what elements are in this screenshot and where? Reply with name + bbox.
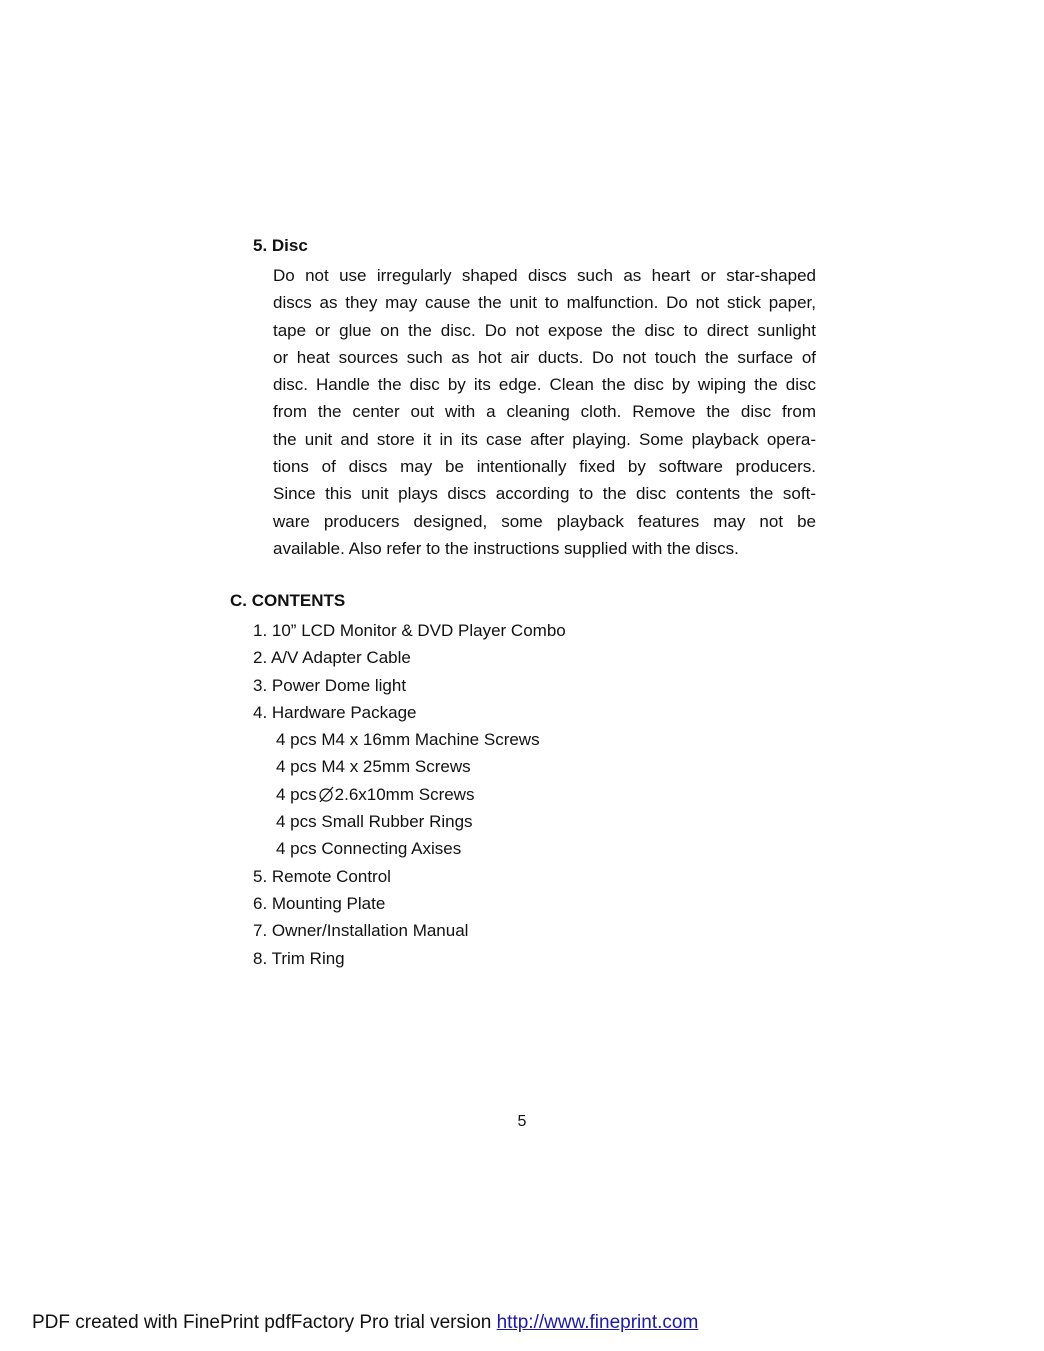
disc-line: available. Also refer to the instructions supplied with the discs. (273, 538, 739, 558)
disc-section-body (273, 262, 816, 562)
pdf-footer (32, 1312, 698, 1334)
disc-section-heading: 5. Disc (253, 236, 308, 255)
disc-line: disc. Handle the disc by its edge. Clean the disc by wiping the disc (273, 375, 816, 395)
hardware-item: 4 pcs M4 x 16mm Machine Screws (276, 730, 540, 750)
hardware-item-suffix: 2.6x10mm Screws (334, 784, 475, 804)
list-item: 7. Owner/Installation Manual (253, 921, 469, 941)
list-item: 1. 10” LCD Monitor & DVD Player Combo (253, 621, 566, 640)
list-item: 6. Mounting Plate (253, 893, 386, 913)
disc-line: tions of discs may be intentionally fixed by software producers. (273, 457, 816, 477)
list-item: 5. Remote Control (253, 866, 391, 886)
contents-list (253, 617, 566, 972)
disc-line: tape or glue on the disc. Do not expose the disc to direct sunlight (273, 320, 816, 340)
disc-line: or heat sources such as hot air ducts. Do not touch the surface of (273, 347, 816, 367)
contents-section-heading: C. CONTENTS (230, 591, 346, 610)
list-item: 2. A/V Adapter Cable (253, 648, 411, 668)
list-item: 4. Hardware Package (253, 702, 417, 722)
footer-link[interactable]: http://www.fineprint.com (496, 1312, 699, 1333)
list-item: 8. Trim Ring (253, 948, 345, 968)
hardware-item: 4 pcs Connecting Axises (276, 839, 462, 859)
diameter-symbol-icon (318, 786, 334, 802)
disc-line: the unit and store it in its case after playing. Some playback opera- (273, 429, 816, 449)
disc-line: from the center out with a cleaning cloth. Remove the disc from (273, 402, 816, 422)
disc-line: Do not use irregularly shaped discs such as heart or star-shaped (273, 266, 816, 285)
list-item: 3. Power Dome light (253, 675, 407, 695)
disc-line: ware producers designed, some playback features may not be (273, 511, 816, 531)
hardware-item: 4 pcs M4 x 25mm Screws (276, 757, 471, 777)
hardware-item-prefix: 4 pcs (276, 784, 317, 804)
disc-line: discs as they may cause the unit to malfunction. Do not stick paper, (273, 293, 816, 313)
hardware-item (253, 781, 566, 808)
page-number: 5 (517, 1113, 527, 1130)
disc-line: Since this unit plays discs according to the disc contents the soft- (273, 484, 816, 504)
footer-text: PDF created with FinePrint pdfFactory Pro trial version (32, 1312, 497, 1333)
hardware-item: 4 pcs Small Rubber Rings (276, 812, 473, 832)
